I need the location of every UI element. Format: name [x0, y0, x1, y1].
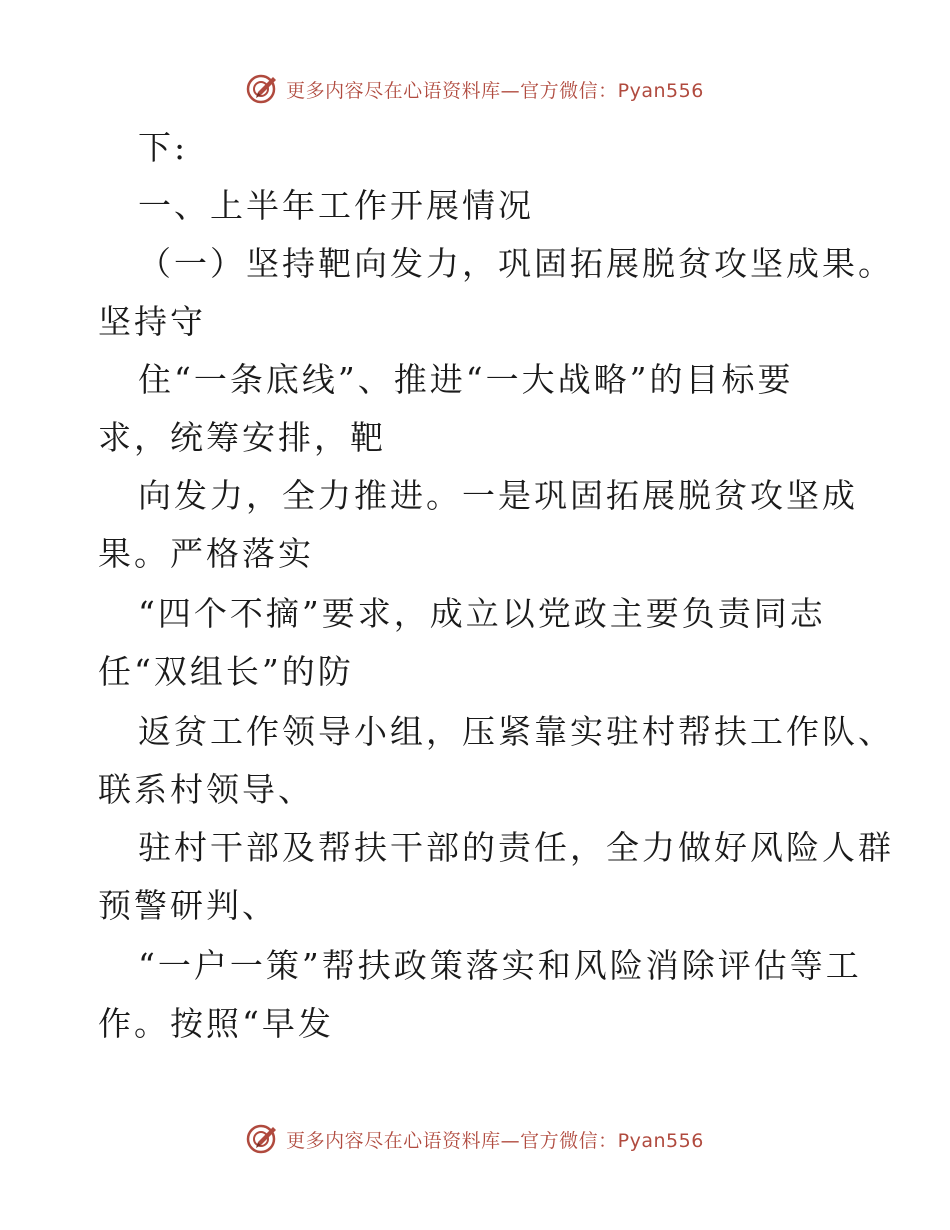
- paragraph-line: “四个不摘”要求，成立以党政主要负责同志: [138, 594, 826, 633]
- watermark-text: 更多内容尽在心语资料库—官方微信：Pyan556: [286, 1129, 704, 1152]
- paragraph-line: 驻村干部及帮扶干部的责任，全力做好风险人群: [138, 828, 894, 867]
- section-heading: 一、上半年工作开展情况: [138, 186, 534, 225]
- paragraph-line: 联系村领导、: [98, 770, 314, 809]
- watermark-logo-icon: [246, 72, 280, 106]
- header-watermark: [0, 72, 950, 106]
- watermark-text: 更多内容尽在心语资料库—官方微信：Pyan556: [286, 79, 704, 102]
- paragraph-line: 向发力，全力推进。一是巩固拓展脱贫攻坚成: [138, 476, 858, 515]
- paragraph-line: 下:: [138, 128, 189, 167]
- footer-watermark: [0, 1122, 950, 1156]
- watermark-logo-icon: [246, 1122, 280, 1156]
- paragraph-line: 果。严格落实: [98, 534, 314, 573]
- paragraph-line: 作。按照“早发: [98, 1004, 334, 1043]
- paragraph-line: 坚持守: [98, 302, 206, 341]
- paragraph-line: “一户一策”帮扶政策落实和风险消除评估等工: [138, 946, 862, 985]
- paragraph-line: 住“一条底线”、推进“一大战略”的目标要: [138, 360, 794, 399]
- paragraph-line: 返贫工作领导小组，压紧靠实驻村帮扶工作队、: [138, 712, 894, 751]
- paragraph-line: （一）坚持靶向发力，巩固拓展脱贫攻坚成果。: [138, 244, 894, 283]
- paragraph-line: 预警研判、: [98, 886, 278, 925]
- paragraph-line: 求，统筹安排，靶: [98, 418, 386, 457]
- paragraph-line: 任“双组长”的防: [98, 652, 354, 691]
